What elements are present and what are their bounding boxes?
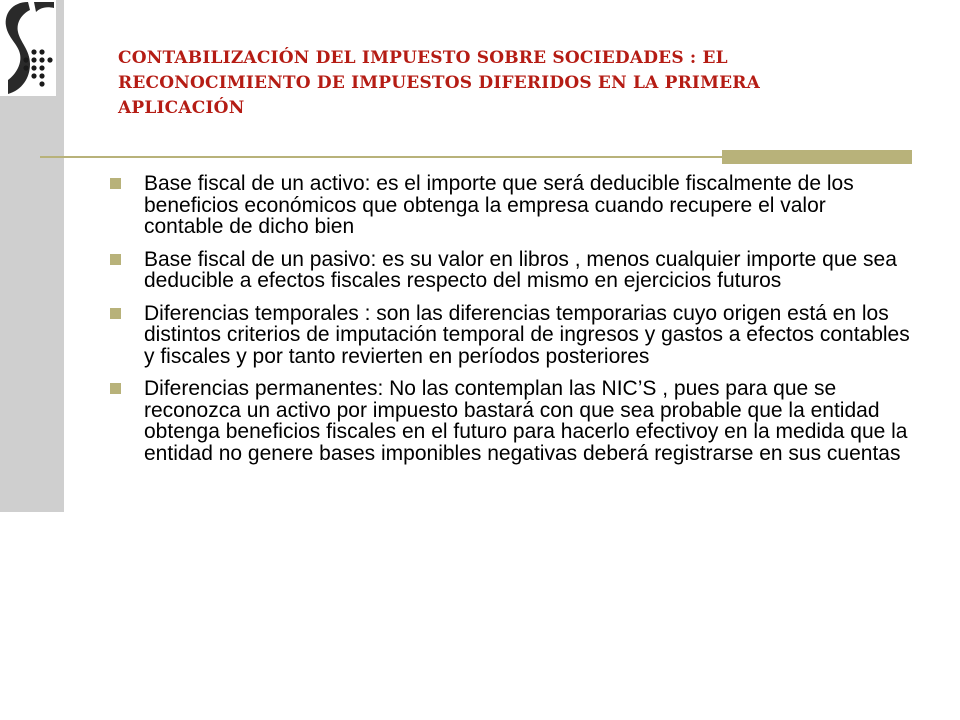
square-bullet-icon xyxy=(110,254,121,265)
bullet-text: Base fiscal de un activo: es el importe que será deducible fiscalmente de los beneficios económicos que obtenga la empresa cuando recupere el valor contable de dicho bien xyxy=(144,172,854,238)
bullet-text: Diferencias permanentes: No las contemplan las NIC’S , pues para que se reconozca un activo por impuesto bastará con que sea probable que la entidad obtenga beneficios fiscales en el futuro para hacerlo efectivoy en la medida que la entidad no genere bases imponibles negativas deberá registrarse en sus cuentas xyxy=(144,377,908,465)
slide-title: CONTABILIZACIÓN DEL IMPUESTO SOBRE SOCIEDADES : EL RECONOCIMIENTO DE IMPUESTOS DIFERIDOS EN LA PRIMERA APLICACIÓN xyxy=(118,48,760,118)
bullet-list xyxy=(110,173,910,475)
list-item xyxy=(110,378,910,464)
left-band-gap xyxy=(0,512,64,720)
list-item xyxy=(110,173,910,238)
logo-s-icon xyxy=(0,0,56,96)
square-bullet-icon xyxy=(110,308,121,319)
title-divider-accent xyxy=(722,150,912,164)
square-bullet-icon xyxy=(110,383,121,394)
logo xyxy=(0,0,56,96)
list-item xyxy=(110,303,910,368)
bullet-text: Base fiscal de un pasivo: es su valor en libros , menos cualquier importe que sea deducible a efectos fiscales respecto del mismo en ejercicios futuros xyxy=(144,247,897,292)
bullet-text: Diferencias temporales : son las diferencias temporarias cuyo origen está en los distintos criterios de imputación temporal de ingresos y gastos a efectos contables y fiscales y por tanto revierten en períodos posteriores xyxy=(144,301,910,368)
square-bullet-icon xyxy=(110,178,121,189)
list-item xyxy=(110,249,910,292)
